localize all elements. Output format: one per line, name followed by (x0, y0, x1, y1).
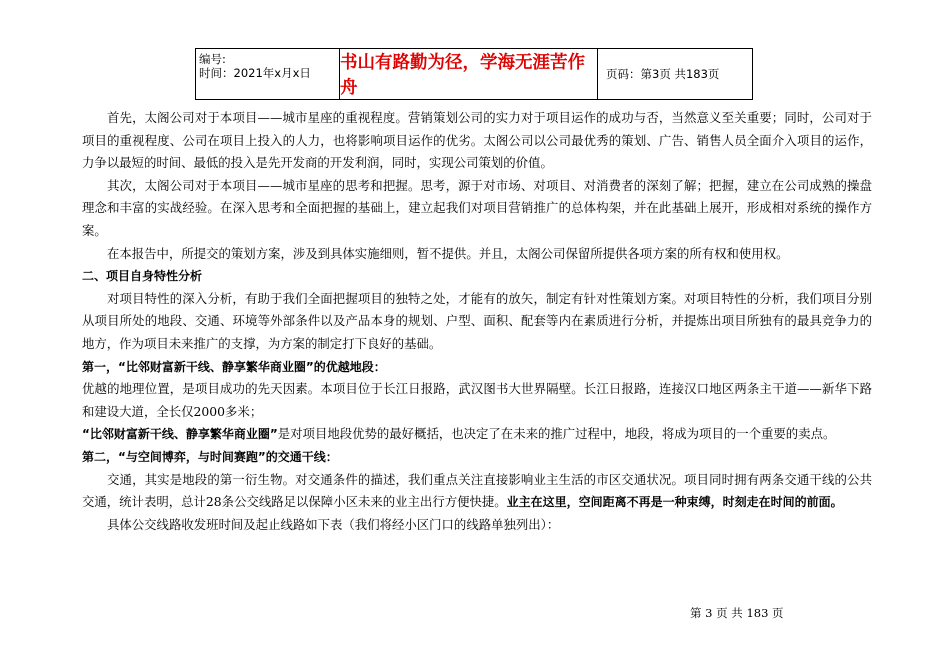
document-body (82, 107, 872, 536)
paragraph-8: 具体公交线路收发班时间及起止线路如下表（我们将经小区门口的线路单独列出）： (107, 516, 560, 532)
header-left-cell (196, 49, 340, 99)
paragraph-6 (82, 423, 872, 446)
header-page-number: 页码：第3页 共183页 (606, 67, 720, 81)
paragraph-3: 在本报告中，所提交的策划方案，涉及到具体实施细则，暂不提供。并且，太阁公司保留所提供各项方案的所有权和使用权。 (107, 245, 789, 261)
paragraph-1: 首先，太阁公司对于本项目——城市星座的重视程度。营销策划公司的实力对于项目运作的成功与否，当然意义至关重要；同时，公司对于项目的重视程度、公司在项目上投入的人力，也将影响项目运作的优劣。太阁公司以公司最优秀的策划、广告、销售人员全面介入项目的运作，力争以最短的时间、最低的投入是先开发商的开发利润，同时，实现公司策划的价值。 (82, 110, 872, 171)
paragraph-7-bold: 业主在这里，空间距离不再是一种束缚，时刻走在时间的前面。 (506, 495, 843, 510)
footer-page-number: 第 3 页 共 183 页 (690, 606, 784, 620)
header-table (195, 48, 753, 100)
paragraph-6-bold: “比邻财富新干线、静享繁华商业圈” (82, 427, 278, 442)
paragraph-4: 对项目特性的深入分析，有助于我们全面把握项目的独特之处，才能有的放矢，制定有针对性策划方案。对项目特性的分析，我们项目分别从项目所处的地段、交通、环境等外部条件以及产品本身的规划、户型、面积、配套等内在素质进行分析，并提炼出项目所独有的最具竞争力的地方，作为项目未来推广的支撑，为方案的制定打下良好的基础。 (82, 290, 872, 351)
paragraph-7-text: 交通，其实是地段的第一衍生物。对交通条件的描述，我们重点关注直接影响业主生活的市区交通状况。项目同时拥有两条交通干线的公共交通，统计表明，总计28条公交线路足以保障小区未来的业主出行方便快捷。 (82, 471, 872, 510)
section-heading-2: 二、项目自身特性分析 (82, 269, 203, 284)
paragraph-6-rest: 是对项目地段优势的最好概括，也决定了在未来的推广过程中，地段，将成为项目的一个重要的卖点。 (277, 426, 836, 442)
code-label: 编号: (199, 52, 226, 66)
time-label: 时间：2021年x月x日 (199, 66, 311, 80)
paragraph-2: 其次，太阁公司对于本项目——城市星座的思考和把握。思考，源于对市场、对项目、对消费者的深刻了解；把握，建立在公司成熟的操盘理念和丰富的实战经验。在深入思考和全面把握的基础上，建立起我们对项目营销推广的总体构架，并在此基础上展开，形成相对系统的操作方案。 (82, 177, 872, 238)
paragraph-7 (82, 469, 872, 514)
header-motto: 书山有路勤为径，学海无涯苦作舟 (340, 49, 598, 99)
paragraph-5: 优越的地理位置，是项目成功的先天因素。本项目位于长江日报路，武汉图书大世界隔壁。长江日报路，连接汉口地区两条主干道——新华下路和建设大道，全长仅2000多米； (82, 381, 872, 419)
subheading-location: 第一，“比邻财富新干线、静享繁华商业圈”的优越地段： (82, 359, 386, 374)
subheading-traffic: 第二，“与空间博弈，与时间赛跑”的交通干线： (82, 449, 338, 464)
